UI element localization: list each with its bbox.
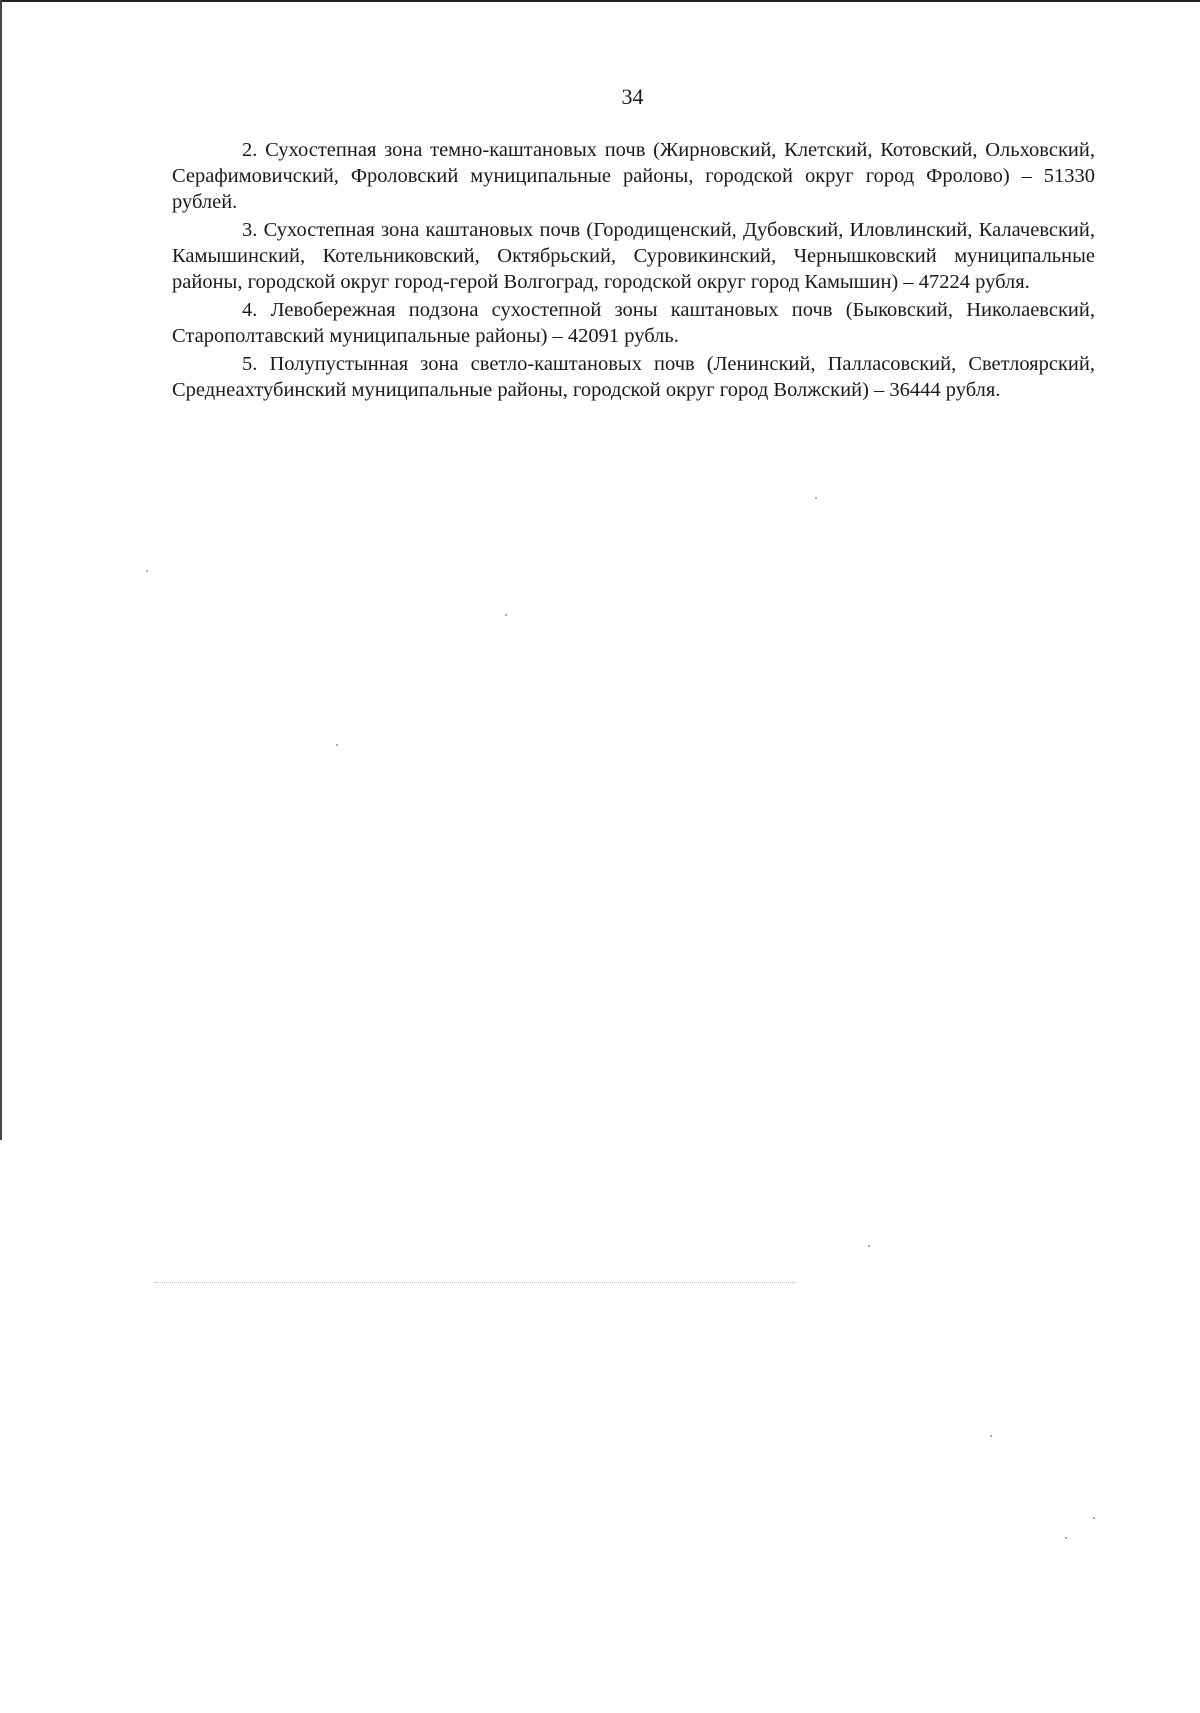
paragraph-zone-5: 5. Полупустынная зона светло-каштановых почв (Ленинский, Палласовский, Светлоярский, Среднеахтубинский муниципальные районы, городской округ город Волжский) – 36444 рубля. (172, 353, 1095, 401)
scan-speck (990, 1435, 992, 1437)
scan-edge-top (0, 0, 1200, 2)
paragraph-zone-2: 2. Сухостепная зона темно-каштановых почв (Жирновский, Клетский, Котовский, Ольховский, Серафимовичский, Фроловский муниципальные районы, городской округ город Фролово) – 51330 рублей. (172, 139, 1095, 213)
page-number: 34 (621, 84, 644, 109)
scan-speck (505, 614, 507, 616)
scan-speck (146, 570, 148, 572)
scan-speck (1093, 1517, 1095, 1519)
scan-edge-left (0, 0, 2, 1140)
scan-speck (336, 744, 338, 746)
scan-noise-line (155, 1282, 795, 1283)
scan-speck (868, 1245, 870, 1247)
paragraph-zone-3: 3. Сухостепная зона каштановых почв (Городищенский, Дубовский, Иловлинский, Калачевский, Камышинский, Котельниковский, Октябрьский, Суровикинский, Чернышковский муниципальные районы, городской округ город-герой Волгоград, городской округ город Камышин) – 47224 рубля. (172, 219, 1095, 293)
paragraph-zone-4: 4. Левобережная подзона сухостепной зоны каштановых почв (Быковский, Николаевский, Старополтавский муниципальные районы) – 42091 рубль. (172, 299, 1095, 347)
scan-speck (815, 497, 817, 499)
scan-speck (1065, 1537, 1067, 1539)
document-body (172, 137, 1095, 405)
